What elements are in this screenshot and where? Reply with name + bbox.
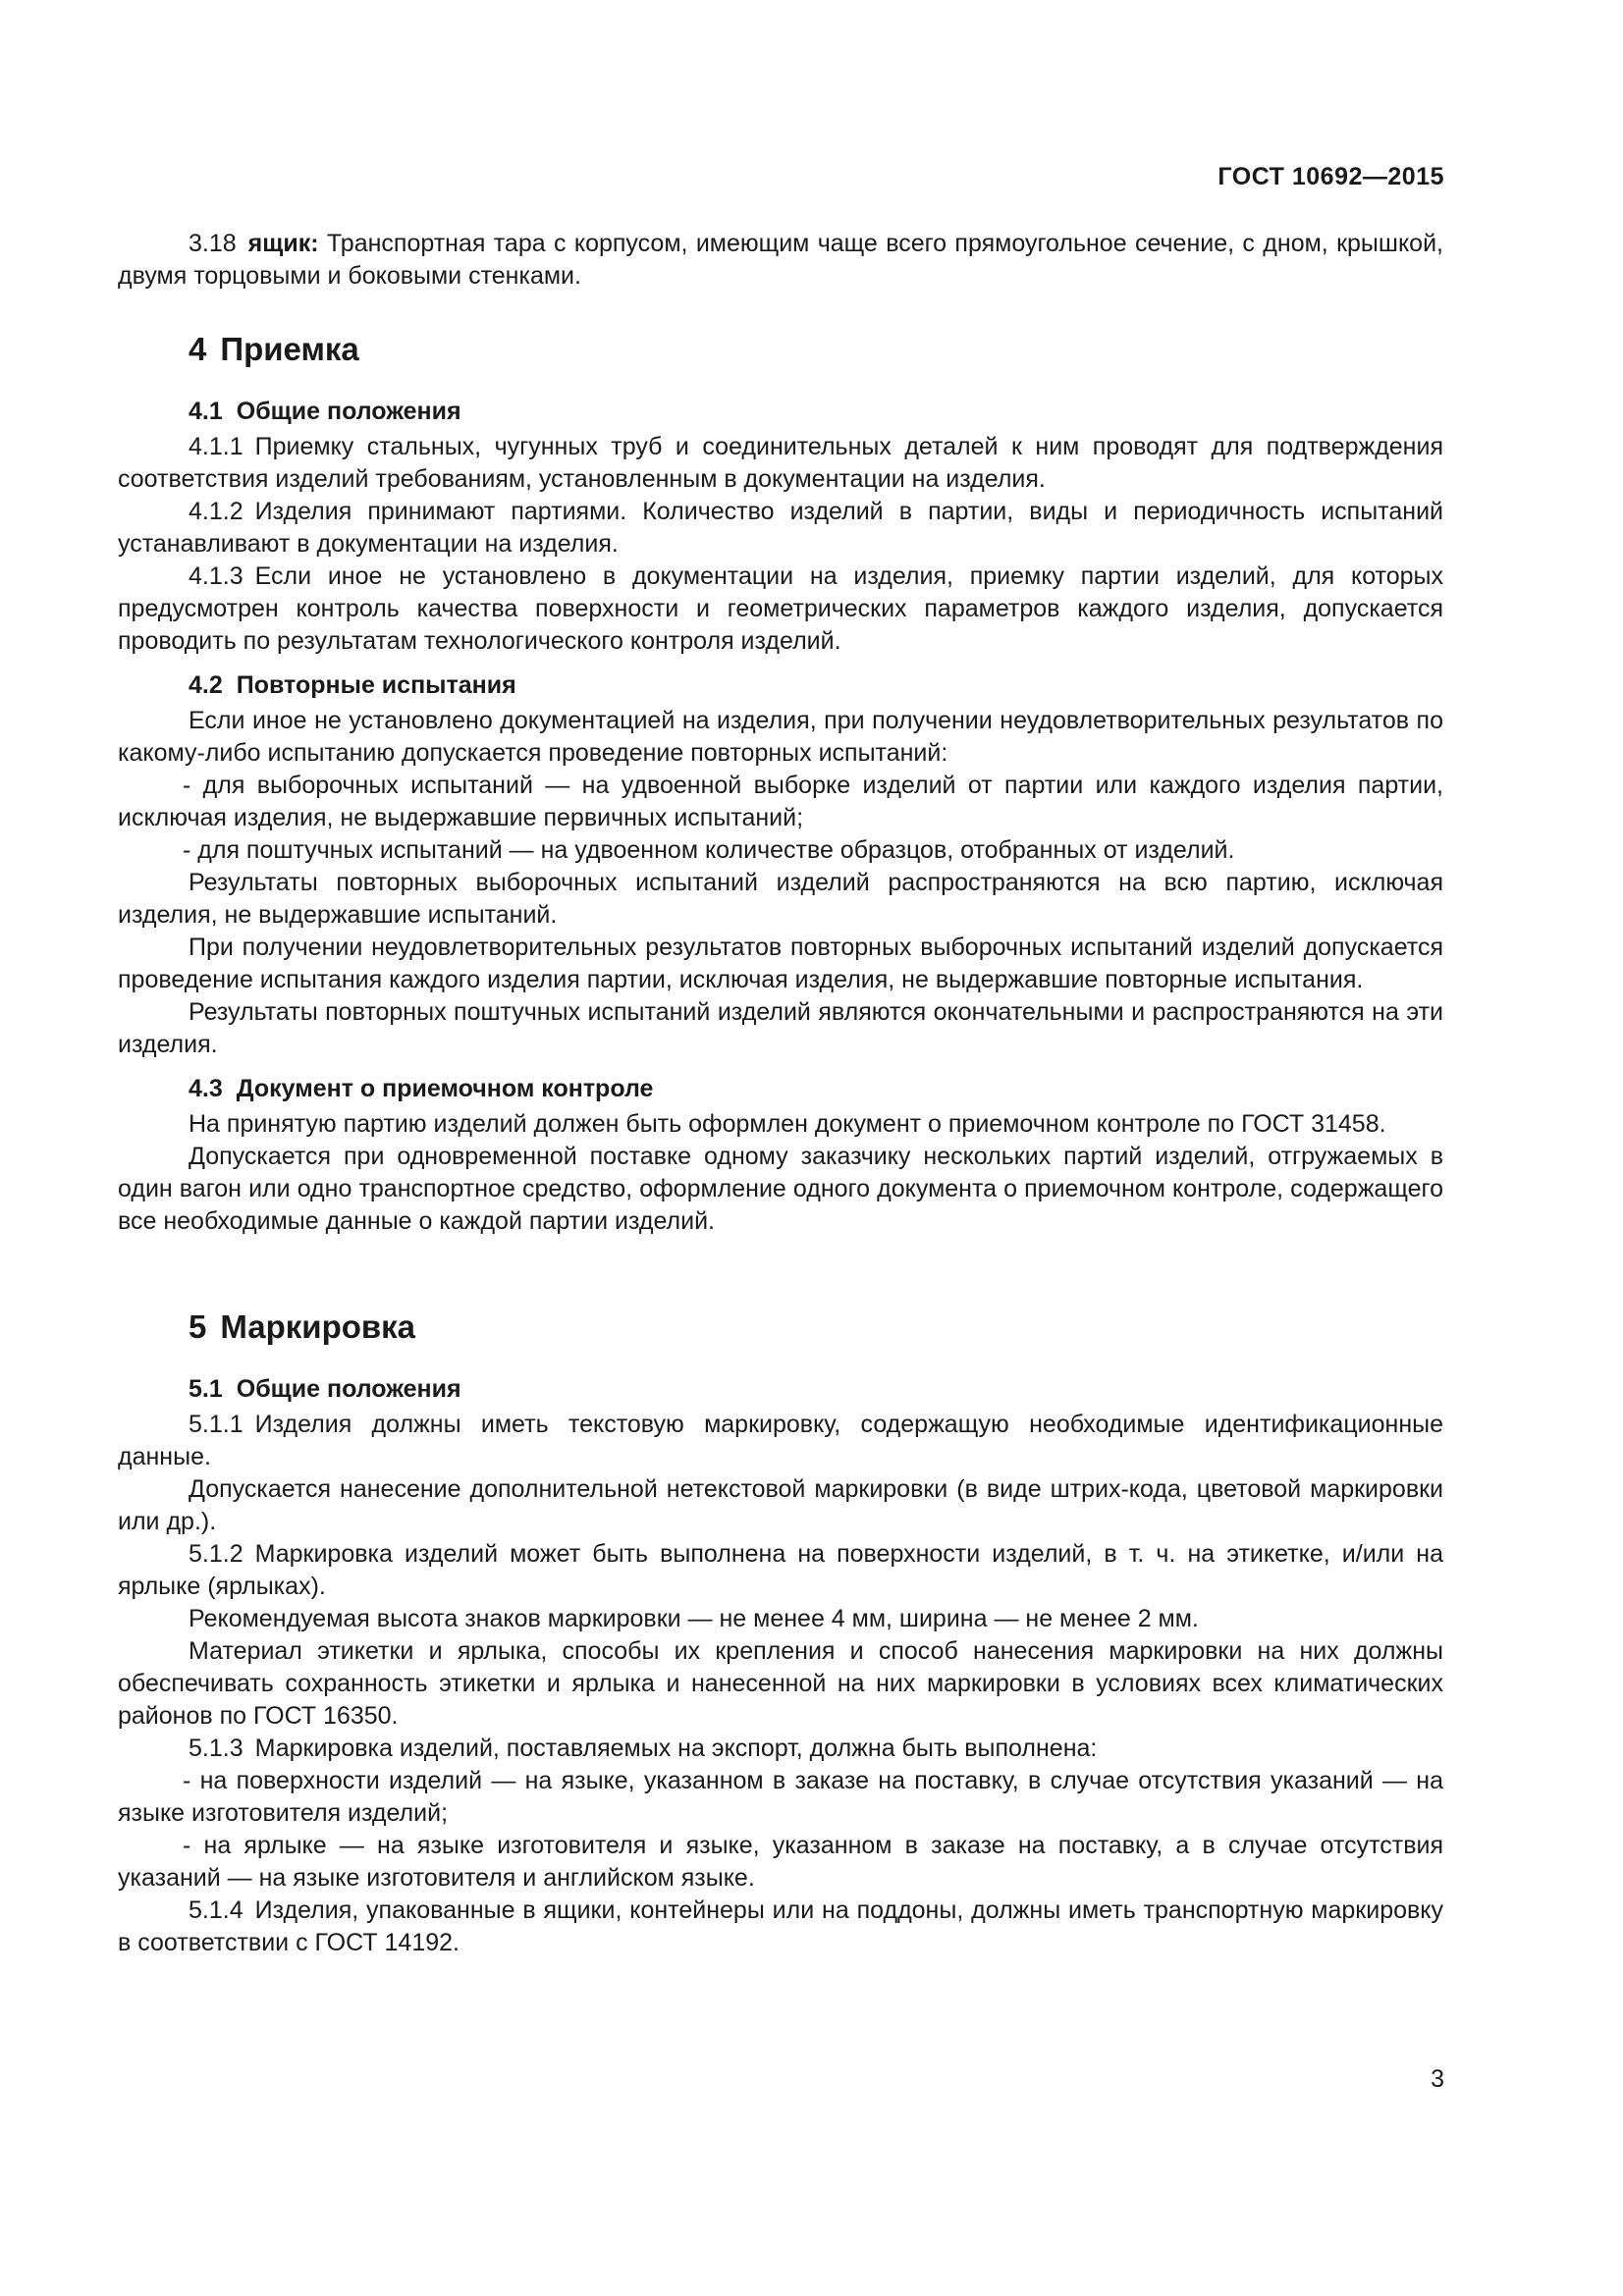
paragraph: Допускается нанесение дополнительной нетекстовой маркировки (в виде штрих-кода, цветовой маркировки или др.). xyxy=(118,1475,1443,1535)
subsection-number: 4.1 xyxy=(189,398,223,425)
subsection-number: 4.3 xyxy=(189,1075,223,1102)
term-label: ящик: xyxy=(247,230,319,257)
list-item: - для выборочных испытаний — на удвоенной выборке изделий от партии или каждого изделия партии, исключая изделия, не выдержавшие первичных испытаний; xyxy=(118,772,1443,831)
clause-number: 4.1.1 xyxy=(189,433,243,460)
clause-text: Маркировка изделий может быть выполнена на поверхности изделий, в т. ч. на этикетке, и/или на ярлыке (ярлыках). xyxy=(118,1540,1443,1600)
section-4-heading xyxy=(189,322,1443,377)
section-5-heading xyxy=(189,1300,1443,1355)
clause-number: 5.1.3 xyxy=(189,1735,243,1762)
section-number: 4 xyxy=(189,331,207,367)
clause-4-1-1 xyxy=(118,431,1443,496)
clause-5-1-1 xyxy=(118,1409,1443,1473)
paragraph: Рекомендуемая высота знаков маркировки — не менее 4 мм, ширина — не менее 2 мм. xyxy=(189,1605,1199,1632)
subsection-title: Общие положения xyxy=(236,1375,461,1403)
clause-number: 5.1.2 xyxy=(189,1540,243,1568)
clause-number: 3.18 xyxy=(189,230,237,257)
paragraph: Допускается при одновременной поставке одному заказчику нескольких партий изделий, отгружаемых в один вагон или одно транспортное средство, оформление одного документа о приемочном контроле, содержащего все необходимые данные о каждой партии изделий. xyxy=(118,1143,1443,1235)
paragraph: Результаты повторных поштучных испытаний изделий являются окончательными и распространяются на эти изделия. xyxy=(118,998,1443,1058)
clause-text: Изделия, упакованные в ящики, контейнеры или на поддоны, должны иметь транспортную маркировку в соответствии с ГОСТ 14192. xyxy=(118,1896,1443,1956)
subsection-number: 5.1 xyxy=(189,1375,223,1403)
list-item: - для поштучных испытаний — на удвоенном количестве образцов, отобранных от изделий. xyxy=(183,836,1235,864)
clause-4-1-3 xyxy=(118,561,1443,658)
clause-text: Приемку стальных, чугунных труб и соединительных деталей к ним проводят для подтверждения соответствия изделий требованиям, установленным в документации на изделия. xyxy=(118,433,1443,493)
list-item: - на ярлыке — на языке изготовителя и языке, указанном в заказе на поставку, а в случае отсутствия указаний — на языке изготовителя и английском языке. xyxy=(118,1832,1443,1892)
list-item: - на поверхности изделий — на языке, указанном в заказе на поставку, в случае отсутствия указаний — на языке изготовителя изделий; xyxy=(118,1767,1443,1827)
clause-4-1-2 xyxy=(118,496,1443,561)
clause-number: 5.1.1 xyxy=(189,1411,243,1438)
clause-5-1-3 xyxy=(118,1733,1443,1765)
paragraph: На принятую партию изделий должен быть оформлен документ о приемочном контроле по ГОСТ 31458. xyxy=(189,1110,1386,1138)
section-title: Маркировка xyxy=(220,1308,416,1345)
clause-5-1-2 xyxy=(118,1538,1443,1603)
subsection-number: 4.2 xyxy=(189,671,223,699)
clause-text: Транспортная тара с корпусом, имеющим чаще всего прямоугольное сечение, с дном, крышкой, двумя торцовыми и боковыми стенками. xyxy=(118,230,1443,290)
clause-3-18 xyxy=(118,228,1443,293)
subsection-title: Общие положения xyxy=(236,398,461,425)
subsection-4-1-heading xyxy=(189,394,1443,429)
clause-5-1-4 xyxy=(118,1895,1443,1959)
clause-number: 4.1.3 xyxy=(189,562,243,590)
clause-text: Маркировка изделий, поставляемых на экспорт, должна быть выполнена: xyxy=(254,1735,1098,1762)
paragraph: Результаты повторных выборочных испытаний изделий распространяются на всю партию, исключая изделия, не выдержавшие испытаний. xyxy=(118,869,1443,929)
paragraph: Материал этикетки и ярлыка, способы их крепления и способ нанесения маркировки на них должны обеспечивать сохранность этикетки и ярлыка и нанесенной на них маркировки в условиях всех климатических районов по ГОСТ 16350. xyxy=(118,1637,1443,1730)
section-number: 5 xyxy=(189,1308,207,1345)
subsection-title: Повторные испытания xyxy=(236,671,516,699)
clause-number: 5.1.4 xyxy=(189,1896,243,1924)
clause-text: Изделия должны иметь текстовую маркировку, содержащую необходимые идентификационные данные. xyxy=(118,1411,1443,1470)
subsection-5-1-heading xyxy=(189,1371,1443,1407)
paragraph: Если иное не установлено документацией на изделия, при получении неудовлетворительных результатов по какому-либо испытанию допускается проведение повторных испытаний: xyxy=(118,707,1443,767)
clause-number: 4.1.2 xyxy=(189,498,243,525)
paragraph: При получении неудовлетворительных результатов повторных выборочных испытаний изделий допускается проведение испытания каждого изделия партии, исключая изделия, не выдержавшие повторные испытания. xyxy=(118,934,1443,993)
document-body xyxy=(118,228,1443,1959)
section-title: Приемка xyxy=(220,331,359,367)
subsection-4-3-heading xyxy=(189,1071,1443,1106)
clause-text: Изделия принимают партиями. Количество изделий в партии, виды и периодичность испытаний устанавливают в документации на изделия. xyxy=(118,498,1443,558)
document-code-header: ГОСТ 10692—2015 xyxy=(1217,163,1444,190)
subsection-4-2-heading xyxy=(189,667,1443,703)
subsection-title: Документ о приемочном контроле xyxy=(236,1075,654,1102)
clause-text: Если иное не установлено в документации на изделия, приемку партии изделий, для которых предусмотрен контроль качества поверхности и геометрических параметров каждого изделия, допускается проводить по результатам технологического контроля изделий. xyxy=(118,562,1443,655)
page-number: 3 xyxy=(1431,2065,1444,2093)
